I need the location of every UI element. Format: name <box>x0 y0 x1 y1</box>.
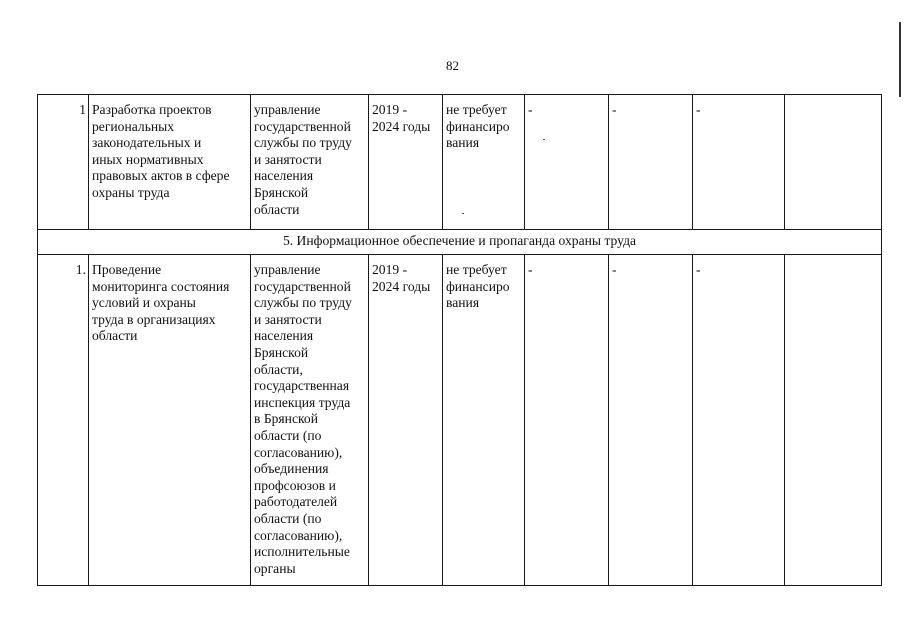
row-number: 1. <box>38 255 89 586</box>
measures-table <box>37 94 882 586</box>
row-number: 1 <box>38 95 89 230</box>
scan-speck <box>462 213 464 214</box>
period-cell: 2019 - 2024 годы <box>369 255 443 586</box>
financing-cell: не требует финансиро вания <box>443 95 525 230</box>
value-cell: - <box>609 255 693 586</box>
table-row <box>38 255 882 586</box>
value-cell: - <box>525 255 609 586</box>
executor-cell: управление государственной службы по труду и занятости населения Брянской области, государственная инспекция труда в Брянской области (по согласованию), объединения профсоюзов и работодателей области (по согласованию), исполнительные органы <box>251 255 369 586</box>
period-cell: 2019 - 2024 годы <box>369 95 443 230</box>
financing-cell: не требует финансиро вания <box>443 255 525 586</box>
executor-cell: управление государственной службы по труду и занятости населения Брянской области <box>251 95 369 230</box>
section-row <box>38 230 882 255</box>
value-cell: - <box>525 95 609 230</box>
scan-edge-mark <box>899 22 901 97</box>
value-cell: - <box>609 95 693 230</box>
measure-name: Разработка проектов региональных законодательных и иных нормативных правовых актов в сфере охраны труда <box>89 95 251 230</box>
section-heading: 5. Информационное обеспечение и пропаганда охраны труда <box>38 230 882 255</box>
table-row <box>38 95 882 230</box>
value-cell: - <box>693 255 785 586</box>
value-cell <box>785 95 882 230</box>
value-cell <box>785 255 882 586</box>
value-cell: - <box>693 95 785 230</box>
page-number: 82 <box>446 58 459 73</box>
scan-speck <box>543 139 545 140</box>
measure-name: Проведение мониторинга состояния условий и охраны труда в организациях области <box>89 255 251 586</box>
